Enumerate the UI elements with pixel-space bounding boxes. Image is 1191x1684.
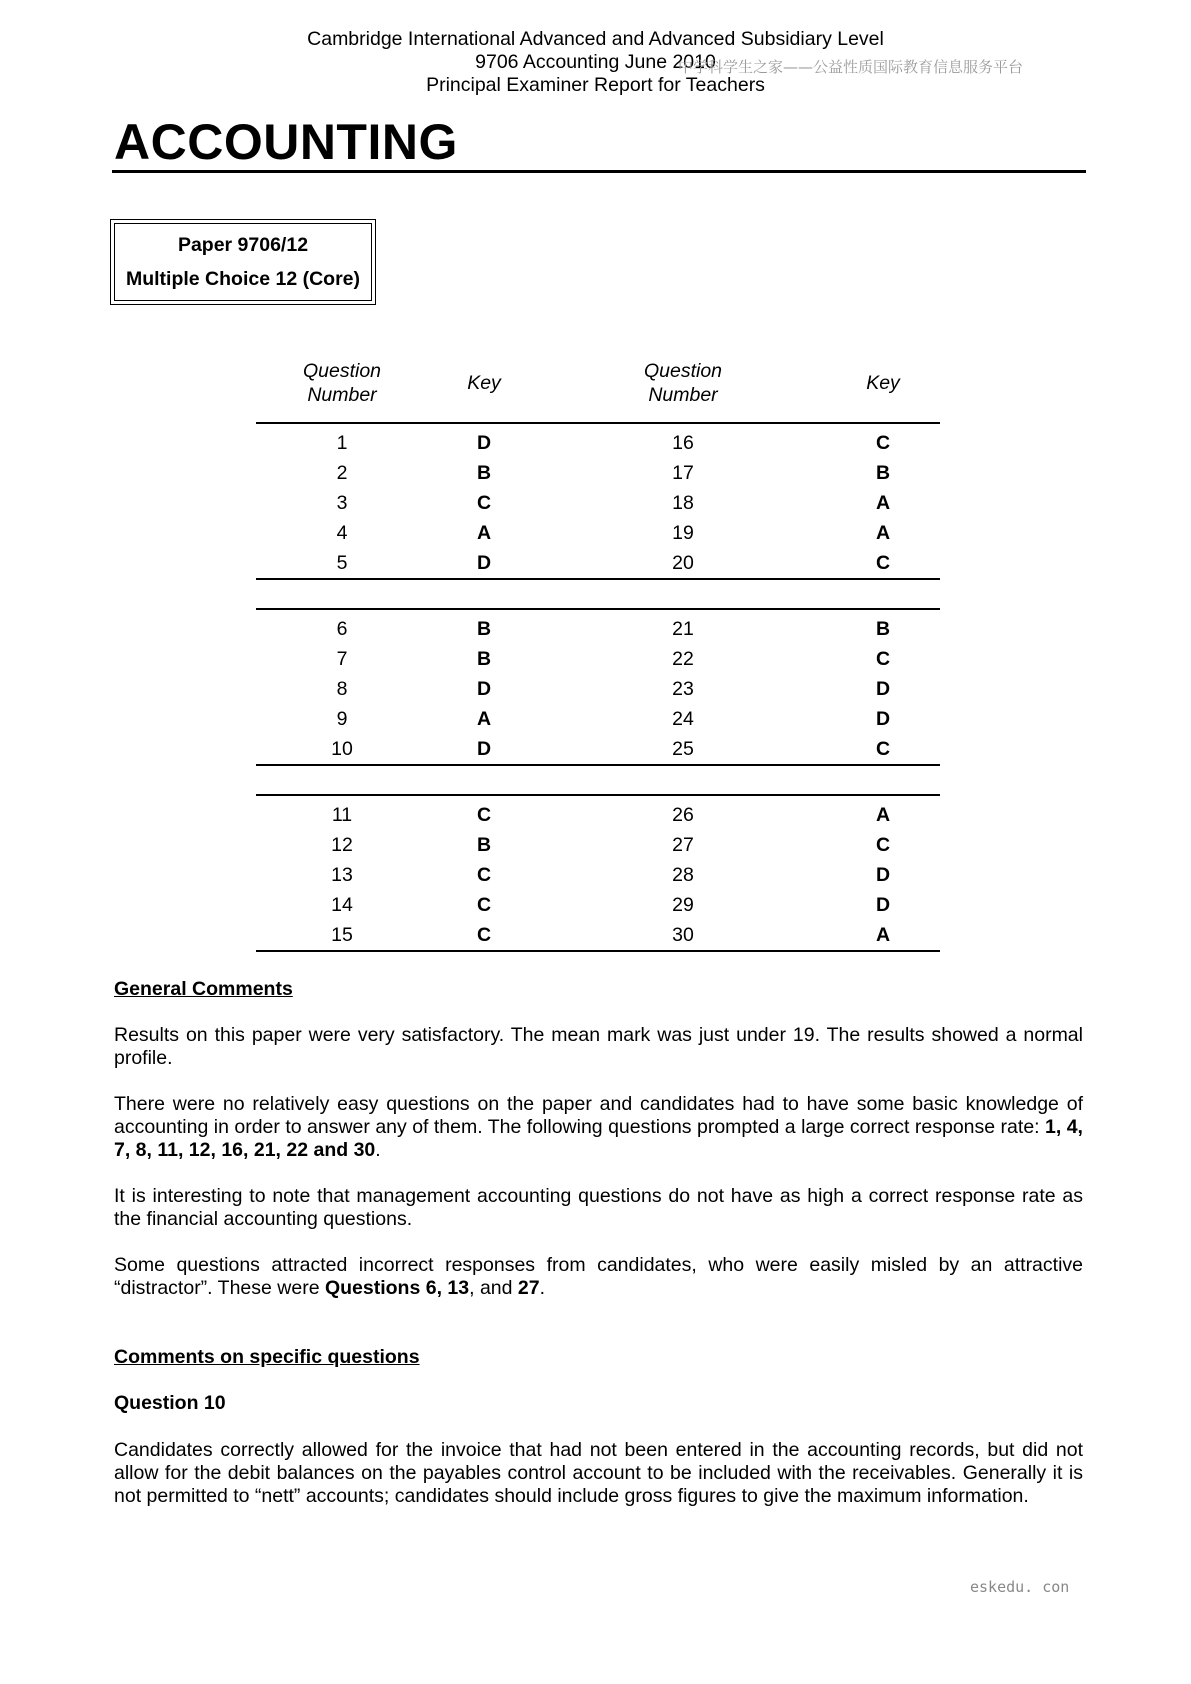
table-row [256, 674, 940, 704]
general-paragraph-4-bold-1: Questions 6, 13 [324, 1277, 470, 1299]
question-number: 12 [331, 833, 353, 856]
answer-key: C [826, 548, 940, 579]
table-row [256, 548, 940, 579]
general-paragraph-4-text: Some questions attracted incorrect responses from candidates, who were easily misled by an attractive “distractor”. These were [114, 1254, 1083, 1299]
table-header-row [256, 352, 940, 423]
specific-comments-heading: Comments on specific questions [114, 1346, 420, 1368]
general-paragraph-4-end: . [539, 1277, 546, 1299]
header-line-1: Cambridge International Advanced and Advanced Subsidiary Level [307, 28, 884, 50]
question-number: 4 [336, 521, 348, 544]
general-comments-heading: General Comments [114, 978, 293, 1000]
footer-text: eskedu. con [970, 1578, 1070, 1596]
answer-key: C [428, 920, 540, 951]
paper-box-inner [114, 223, 372, 301]
question-10-paragraph: Candidates correctly allowed for the invoice that had not been entered in the accounting records, but did not allow for the debit balances on the payables control account to be included with the receivables. Generally it is not permitted to “nett” accounts; candidates should include gross figures to give the maximum information. [114, 1439, 1083, 1507]
table-group-gap [256, 579, 940, 609]
answer-key: A [875, 491, 891, 514]
question-number: 8 [336, 677, 348, 700]
table-group-gap [256, 765, 940, 795]
question-number: 11 [331, 803, 353, 826]
question-number: 9 [336, 707, 348, 730]
header-key-1: Key [428, 352, 540, 423]
answer-key: D [875, 863, 891, 886]
answer-key: C [875, 833, 891, 856]
question-number: 5 [256, 548, 428, 579]
table-row [256, 423, 940, 458]
answer-key: D [428, 734, 540, 765]
table-row [256, 518, 940, 548]
table-row [256, 458, 940, 488]
answer-key: B [476, 617, 492, 640]
question-number: 10 [256, 734, 428, 765]
answer-key: C [476, 893, 492, 916]
table-row [256, 920, 940, 951]
answer-key: C [875, 647, 891, 670]
table-row [256, 704, 940, 734]
answer-key: C [476, 863, 492, 886]
header-question-number-1-text: Question Number [302, 360, 382, 406]
general-paragraph-2-end: . [375, 1139, 381, 1161]
question-number: 13 [331, 863, 353, 886]
answer-key: D [875, 707, 891, 730]
question-number: 3 [336, 491, 348, 514]
question-number: 17 [672, 461, 694, 484]
general-paragraph-1: Results on this paper were very satisfactory. The mean mark was just under 19. The results showed a normal profile. [114, 1024, 1083, 1069]
general-paragraph-2 [114, 1093, 1083, 1162]
question-number: 19 [672, 521, 694, 544]
question-number: 28 [672, 863, 694, 886]
answer-key: A [826, 920, 940, 951]
answer-key: A [875, 803, 891, 826]
table-row [256, 890, 940, 920]
header-line-2: 9706 Accounting June 2010 [475, 51, 716, 73]
general-paragraph-4-mid: , and [469, 1277, 518, 1299]
question-number: 24 [672, 707, 694, 730]
header-question-number-1 [256, 352, 428, 423]
answer-key: A [476, 707, 492, 730]
paper-name: Multiple Choice 12 (Core) [125, 268, 361, 290]
question-number: 21 [672, 617, 694, 640]
question-number: 16 [672, 431, 694, 454]
question-number: 6 [336, 617, 348, 640]
answer-key: B [875, 461, 891, 484]
answer-key: A [476, 521, 492, 544]
watermark-text: 中学科学生之家——公益性质国际教育信息服务平台 [678, 58, 1024, 76]
general-paragraph-3: It is interesting to note that management accounting questions do not have as high a correct response rate as the financial accounting questions. [114, 1185, 1083, 1230]
table-row [256, 860, 940, 890]
answer-key-table [256, 352, 940, 952]
header-key-2: Key [826, 352, 940, 423]
question-10-heading: Question 10 [114, 1392, 226, 1414]
answer-key: B [476, 461, 492, 484]
question-number: 25 [540, 734, 826, 765]
table-row [256, 734, 940, 765]
answer-key: B [875, 617, 891, 640]
paper-code: Paper 9706/12 [177, 234, 309, 256]
question-number: 15 [256, 920, 428, 951]
table-row [256, 830, 940, 860]
question-number: 23 [672, 677, 694, 700]
question-number: 26 [672, 803, 694, 826]
header-question-number-2 [540, 352, 826, 423]
answer-key: A [875, 521, 891, 544]
answer-key: B [476, 833, 492, 856]
paper-box [110, 219, 376, 305]
table-row [256, 644, 940, 674]
question-number: 14 [331, 893, 353, 916]
general-paragraph-4 [114, 1254, 1083, 1300]
question-number: 7 [336, 647, 348, 670]
question-number: 1 [336, 431, 348, 454]
answer-key: C [875, 431, 891, 454]
answer-key: D [875, 677, 891, 700]
header-line-3: Principal Examiner Report for Teachers [426, 74, 765, 96]
answer-key: B [476, 647, 492, 670]
answer-key: D [476, 677, 492, 700]
page-title: ACCOUNTING [114, 114, 458, 170]
question-number: 29 [672, 893, 694, 916]
answer-key: C [826, 734, 940, 765]
answer-key: C [476, 491, 492, 514]
table-row [256, 488, 940, 518]
question-number: 30 [540, 920, 826, 951]
question-number: 22 [672, 647, 694, 670]
header-question-number-2-text: Question Number [643, 360, 723, 406]
title-rule [112, 170, 1086, 173]
question-number: 18 [672, 491, 694, 514]
answer-key: C [476, 803, 492, 826]
answer-key: D [476, 431, 492, 454]
question-number: 27 [672, 833, 694, 856]
general-paragraph-2-bold: 1, 4, 7, 8, 11, 12, 16, 21, 22 and 30 [114, 1116, 1083, 1161]
general-paragraph-4-bold-2: 27 [517, 1277, 540, 1299]
table-row [256, 609, 940, 644]
question-number: 20 [540, 548, 826, 579]
table-row [256, 795, 940, 830]
general-paragraph-2-text: There were no relatively easy questions on the paper and candidates had to have some basic knowledge of accounting in order to answer any of them. The following questions prompted a large correct response rate: [114, 1093, 1083, 1138]
answer-key: D [428, 548, 540, 579]
answer-key: D [875, 893, 891, 916]
question-number: 2 [336, 461, 348, 484]
